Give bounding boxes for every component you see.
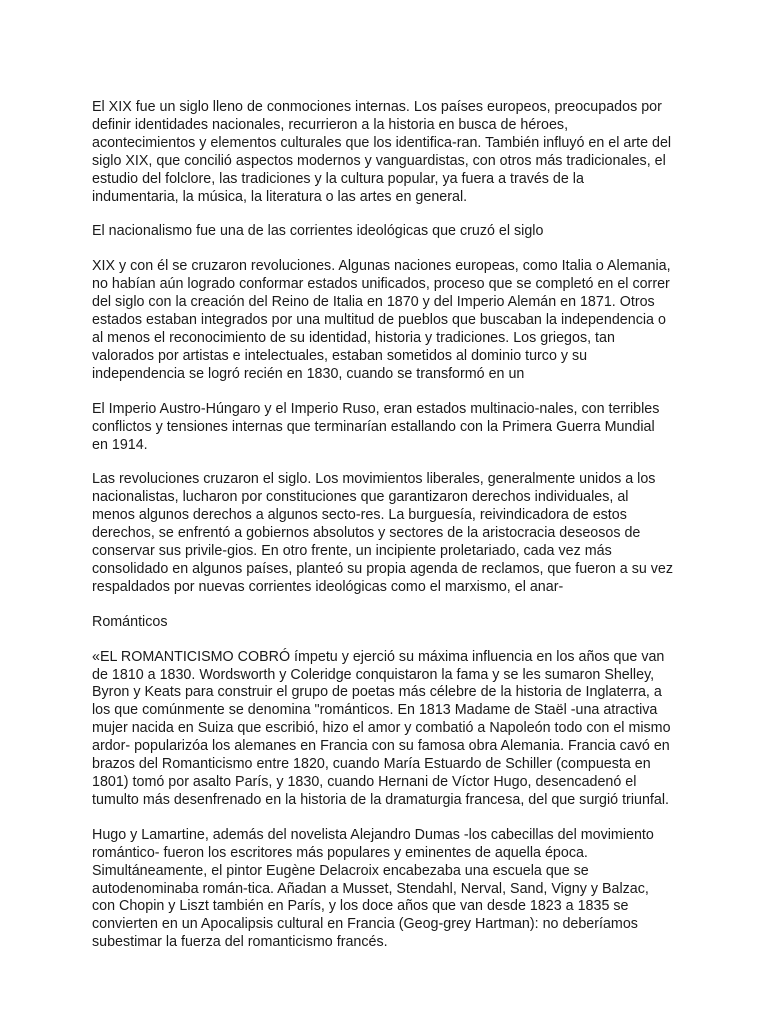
section-heading-romanticos: Románticos [92,613,168,630]
paragraph-romanticism-rise: «EL ROMANTICISMO COBRÓ ímpetu y ejerció su máxima influencia en los años que van de 1810 a 1830. Wordsworth y Coleridge conquistaron la fama y se les sumaron Shelley, Byron y Keats para construir el grupo de poetas más célebre de la historia de Inglaterra, a los que comúnmente se denomina "románticos. En 1813 Madame de Staël -una atractiva mujer nacida en Suiza que escribió, hizo el amor y combatió a Napoleón todo con el mismo ardor- popularizóa los alemanes en Francia con su famosa obra Alemania. Francia cavó en brazos del Romanticismo entre 1820, cuando María Estuardo de Schiller (compuesta en 1801) tomó por asalto París, y 1830, cuando Hernani de Víctor Hugo, desencadenó el tumulto más desenfrenado en la historia de la dramaturgia francesa, del que surgió triunfal. [92,648,671,808]
paragraph-french-romanticism: Hugo y Lamartine, además del novelista Alejandro Dumas -los cabecillas del movimiento romántico- fueron los escritores más populares y eminentes de aquella época. Simultáneamente, el pintor Eugène Delacroix encabezaba una escuela que se autodenominaba román-tica. Añadan a Musset, Stendahl, Nerval, Sand, Vigny y Balzac, con Chopin y Liszt también en París, y los doce años que van desde 1823 a 1835 se convierten en un Apocalipsis cultural en Francia (Geog-grey Hartman): no deberíamos subestimar la fuerza del romanticismo francés. [92,826,654,951]
paragraph-liberal-movements: Las revoluciones cruzaron el siglo. Los movimientos liberales, generalmente unidos a los nacionalistas, lucharon por constituciones que garantizaron derechos individuales, al menos algunos derechos a algunos secto-res. La burguesía, reivindicadora de estos derechos, se enfrentó a gobiernos absolutos y sectores de la aristocracia deseosos de conservar sus privile-gios. En otro frente, un incipiente proletariado, cada vez más consolidado en algunos países, planteó su propia agenda de reclamos, que fueron a su vez respaldados por nuevas corrientes ideológicas como el marxismo, el anar- [92,471,674,595]
document-page [92,99,674,969]
paragraph-multinational-empires: El Imperio Austro-Húngaro y el Imperio Ruso, eran estados multinacio-nales, con terribles conflictos y tensiones internas que terminarían estallando con la Primera Guerra Mundial en 1914. [92,400,660,453]
paragraph-nineteenth-century-intro: El XIX fue un siglo lleno de conmociones internas. Los países europeos, preocupados por definir identidades nacionales, recurrieron a la historia en busca de héroes, acontecimientos y elementos culturales que los identifica-ran. También influyó en el arte del siglo XIX, que concilió aspectos modernos y vanguardistas, con otros más tradicionales, el estudio del folclore, las tradiciones y la cultura popular, ya fuera a través de la indumentaria, la música, la literatura o las artes en general. [92,99,672,205]
paragraph-revolutions-nations: XIX y con él se cruzaron revoluciones. Algunas naciones europeas, como Italia o Alemania, no habían aún logrado conformar estados unificados, proceso que se completó en el correr del siglo con la creación del Reino de Italia en 1870 y del Imperio Alemán en 1871. Otros estados estaban integrados por una multitud de pueblos que buscaban la independencia o al menos el reconocimiento de su identidad, historia y tradiciones. Los griegos, tan valorados por artistas e intelectuales, estaban sometidos al dominio turco y su independencia se logró recién en 1830, cuando se transformó en un [92,258,671,382]
paragraph-nationalism-lead: El nacionalismo fue una de las corrientes ideológicas que cruzó el siglo [92,223,544,240]
